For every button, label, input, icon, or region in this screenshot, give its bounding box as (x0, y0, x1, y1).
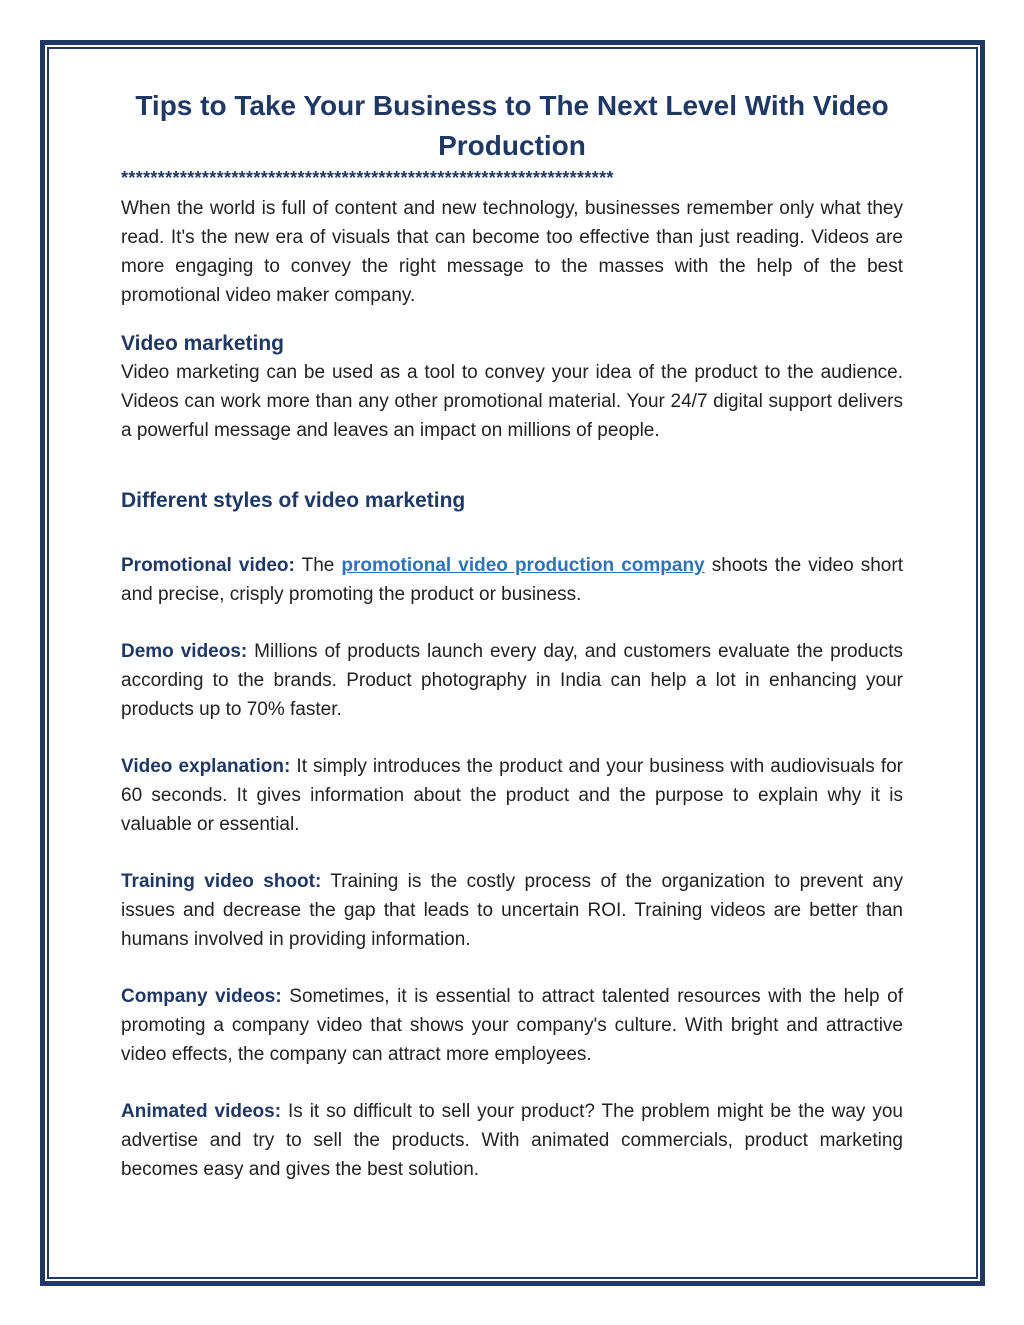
video-explanation-term: Video explanation: (121, 756, 291, 777)
training-video-paragraph (121, 867, 903, 954)
company-videos-paragraph (121, 982, 903, 1069)
document-title: Tips to Take Your Business to The Next Level With Video Production (135, 90, 889, 161)
intro-paragraph: When the world is full of content and new technology, businesses remember only what they read. It's the new era of visuals that can become too effective than just reading. Videos are more engaging to convey the right message to the masses with the help of the best promotional video maker company. (121, 198, 903, 306)
demo-videos-text: Millions of products launch every day, and customers evaluate the products according to the brands. Product photography in India can help a lot in enhancing your products up to 70% faster. (121, 641, 903, 720)
video-explanation-text: It simply introduces the product and your business with audiovisuals for 60 seconds. It gives information about the product and the purpose to explain why it is valuable or essential. (121, 756, 903, 835)
title-separator: ******************************************************************* (121, 168, 614, 188)
styles-heading: Different styles of video marketing (121, 489, 466, 512)
promotional-video-lead: The (294, 555, 342, 576)
video-explanation-paragraph (121, 752, 903, 839)
animated-videos-text: Is it so difficult to sell your product? The problem might be the way you advertise and try to sell the products. With animated commercials, product marketing becomes easy and gives the best solution. (121, 1101, 903, 1180)
company-videos-term: Company videos: (121, 986, 282, 1007)
video-marketing-paragraph: Video marketing can be used as a tool to convey your idea of the product to the audience. Videos can work more than any other promotional material. Your 24/7 digital support delivers a powerful message and leaves an impact on millions of people. (121, 362, 903, 441)
promotional-video-term: Promotional video: (121, 555, 295, 576)
training-video-text: Training is the costly process of the organization to prevent any issues and decrease the gap that leads to uncertain ROI. Training videos are better than humans involved in providing information. (121, 871, 903, 950)
demo-videos-term: Demo videos: (121, 641, 248, 662)
promotional-video-production-link[interactable]: promotional video production company (341, 555, 705, 576)
animated-videos-term: Animated videos: (121, 1101, 282, 1122)
promotional-video-text: shoots the video short and precise, crisply promoting the product or business. (121, 555, 903, 605)
promotional-video-paragraph (121, 551, 903, 609)
training-video-term: Training video shoot: (121, 871, 322, 892)
video-marketing-heading: Video marketing (121, 332, 284, 355)
animated-videos-paragraph (121, 1097, 903, 1184)
company-videos-text: Sometimes, it is essential to attract talented resources with the help of promoting a company video that shows your company's culture. With bright and attractive video effects, the company can attract more employees. (121, 986, 903, 1065)
demo-videos-paragraph (121, 637, 903, 724)
document-body (121, 86, 903, 1184)
